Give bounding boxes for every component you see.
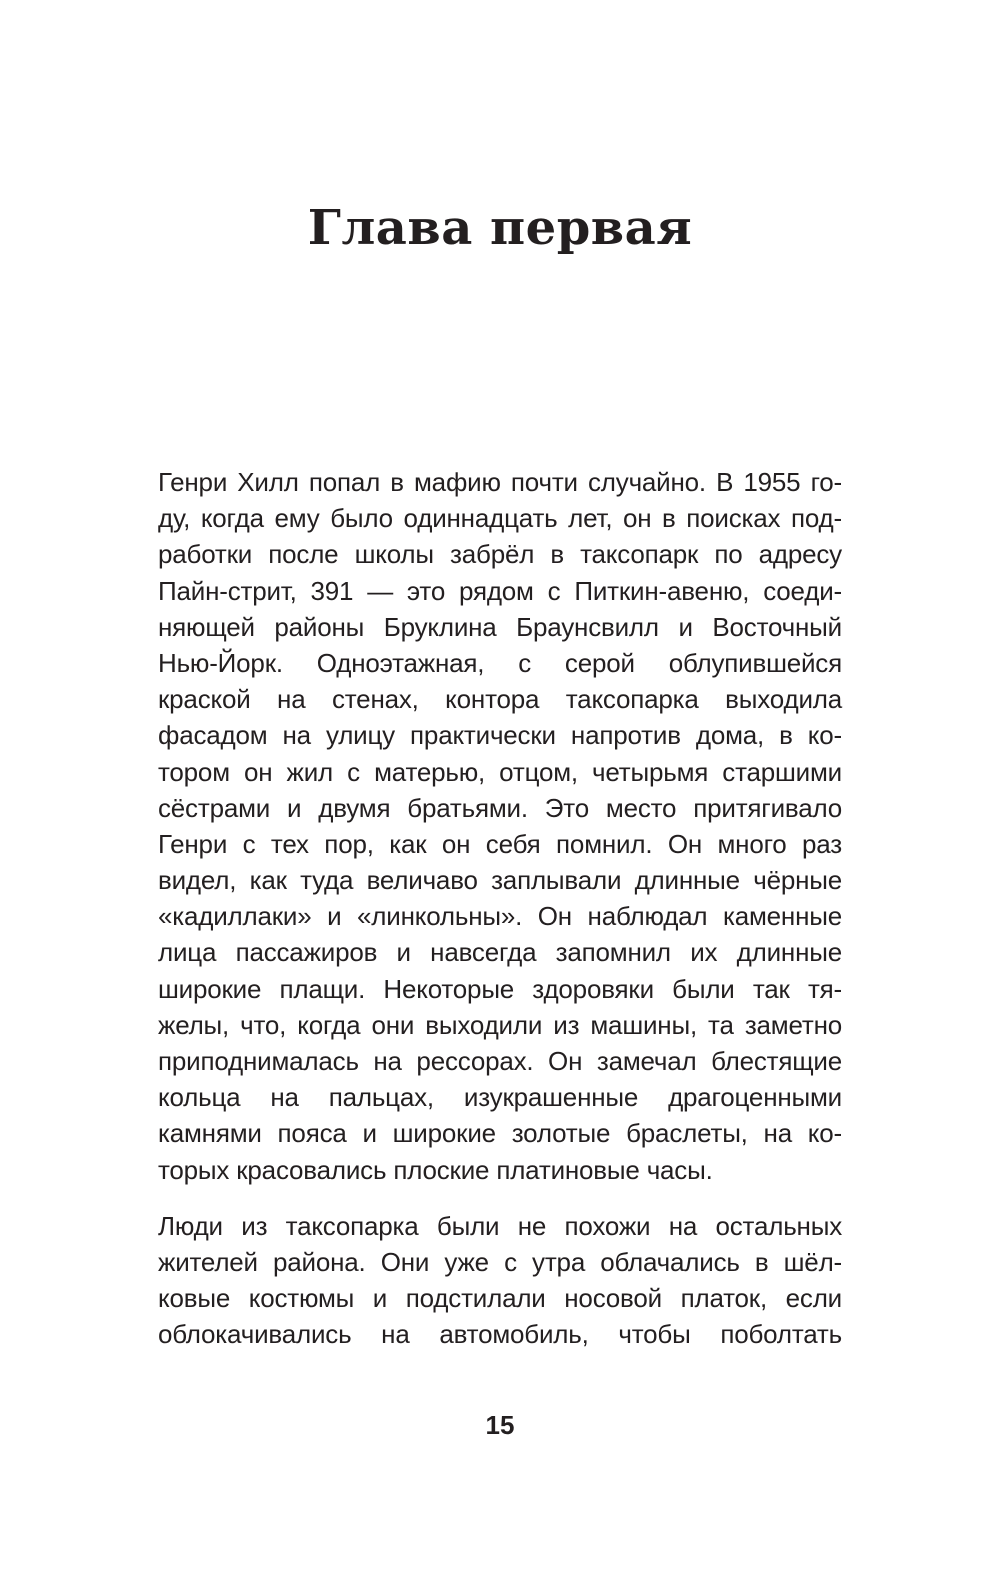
text-line: краской на стенах, контора таксопарка выходила (158, 684, 842, 715)
body-text (158, 464, 842, 1353)
text-line: широкие плащи. Некоторые здоровяки были так тя- (158, 973, 842, 1004)
text-line: фасадом на улицу практически напротив дома, в ко- (158, 720, 842, 751)
text-line: ду, когда ему было одиннадцать лет, он в поисках под- (158, 503, 842, 534)
text-line: Генри Хилл попал в мафию почти случайно. В 1955 го- (158, 467, 842, 497)
paragraph-1 (158, 464, 842, 1188)
text-line: Люди из таксопарка были не похожи на остальных (158, 1210, 842, 1241)
text-line: няющей районы Бруклина Браунсвилл и Восточный (158, 611, 842, 642)
text-line: торых красовались плоские платиновые часы. (158, 1154, 713, 1185)
text-line: тором он жил с матерью, отцом, четырьмя старшими (158, 756, 842, 787)
text-line: ковые костюмы и подстилали носовой платок, если (158, 1283, 842, 1314)
text-line: «кадиллаки» и «линкольны». Он наблюдал каменные (158, 901, 842, 932)
text-line: Нью-Йорк. Одноэтажная, с серой облупившейся (158, 647, 842, 678)
text-line: Генри с тех пор, как он себя помнил. Он много раз (158, 828, 842, 859)
text-line: кольца на пальцах, изукрашенные драгоценными (158, 1082, 842, 1113)
text-line: видел, как туда величаво заплывали длинные чёрные (158, 865, 842, 896)
paragraph-2 (158, 1208, 842, 1353)
text-line: приподнималась на рессорах. Он замечал блестящие (158, 1046, 842, 1076)
text-line: работки после школы забрёл в таксопарк по адресу (158, 539, 842, 570)
text-line: жителей района. Они уже с утра облачались в шёл- (158, 1246, 842, 1277)
page-number: 15 (485, 1410, 515, 1440)
text-line: облокачивались на автомобиль, чтобы поболтать (158, 1319, 842, 1350)
text-line: сёстрами и двумя братьями. Это место притягивало (158, 792, 842, 823)
chapter-title: Глава первая (307, 200, 693, 256)
text-line: желы, что, когда они выходили из машины, та заметно (158, 1009, 842, 1040)
text-line: лица пассажиров и навсегда запомнил их длинные (158, 937, 842, 968)
text-line: Пайн-стрит, 391 — это рядом с Питкин-авеню, соеди- (158, 575, 842, 606)
text-line: камнями пояса и широкие золотые браслеты, на ко- (158, 1118, 842, 1149)
